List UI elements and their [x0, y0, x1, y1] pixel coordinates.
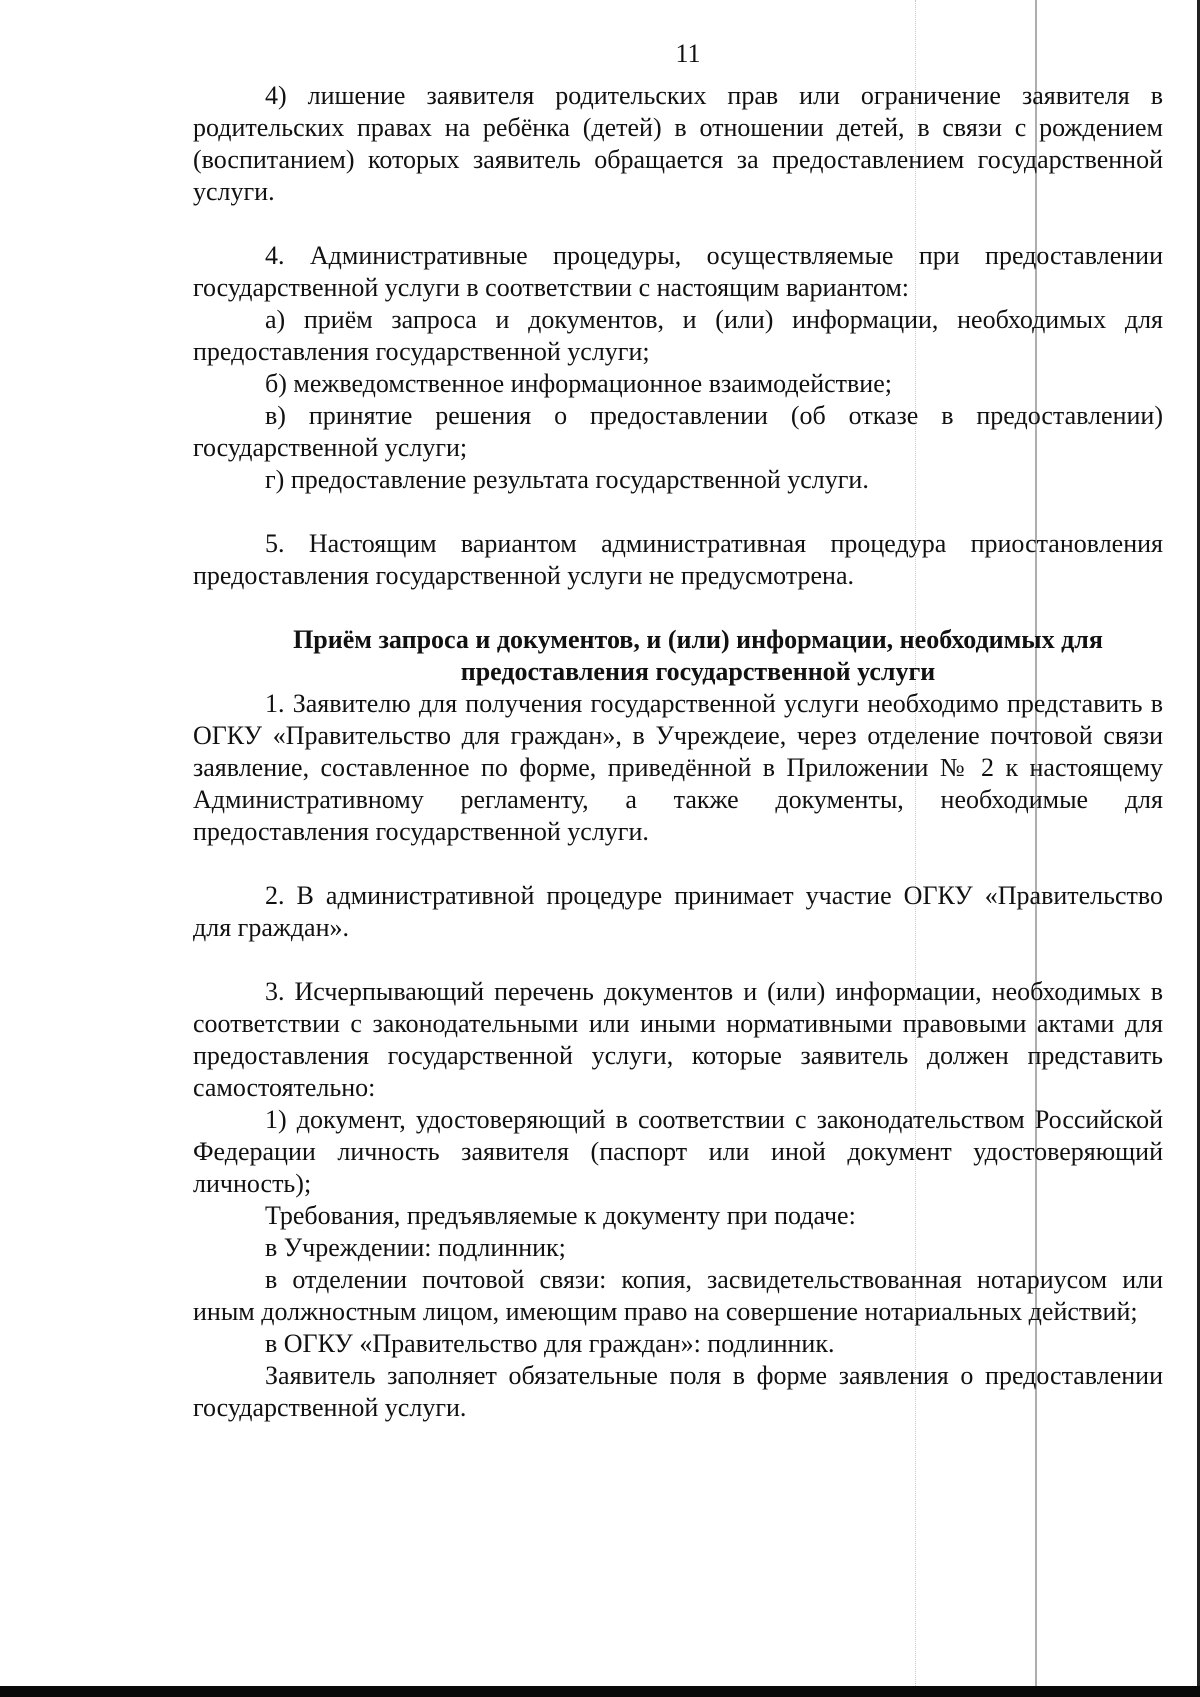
- paragraph: в отделении почтовой связи: копия, засвидетельствованная нотариусом или иным должностным лицом, имеющим право на совершение нотариальных действий;: [193, 1265, 1163, 1326]
- section-heading: Приём запроса и документов, и (или) информации, необходимых для предоставления государственной услуги: [293, 625, 1103, 686]
- list-item: б) межведомственное информационное взаимодействие;: [265, 369, 892, 398]
- page-number: 11: [675, 39, 701, 68]
- list-item: в) принятие решения о предоставлении (об отказе в предоставлении) государственной услуги;: [193, 401, 1163, 462]
- list-item: г) предоставление результата государственной услуги.: [265, 465, 869, 494]
- paragraph: 4) лишение заявителя родительских прав или ограничение заявителя в родительских правах на ребёнка (детей) в отношении детей, в связи с рождением (воспитанием) которых заявитель обращается за предоставлением государственной услуги.: [193, 81, 1163, 206]
- paragraph: в ОГКУ «Правительство для граждан»: подлинник.: [265, 1329, 835, 1358]
- page-content: [193, 38, 1163, 1424]
- paragraph-gap: [193, 848, 1163, 880]
- paragraph: Требования, предъявляемые к документу при подаче:: [265, 1201, 856, 1230]
- list-item: а) приём запроса и документов, и (или) информации, необходимых для предоставления государственной услуги;: [193, 305, 1163, 366]
- paragraph-gap: [193, 208, 1163, 240]
- scan-bottom-border: [0, 1686, 1200, 1697]
- paragraph-gap: [193, 496, 1163, 528]
- paragraph: 1. Заявителю для получения государственной услуги необходимо представить в ОГКУ «Правительство для граждан», в Учреждеие, через отделение почтовой связи заявление, составленное по форме, приведённой в Приложении № 2 к настоящему Административному регламенту, а также документы, необходимые для предоставления государственной услуги.: [193, 689, 1163, 846]
- list-item: 1) документ, удостоверяющий в соответствии с законодательством Российской Федерации личность заявителя (паспорт или иной документ удостоверяющий личность);: [193, 1105, 1163, 1198]
- paragraph: 2. В административной процедуре принимает участие ОГКУ «Правительство для граждан».: [193, 881, 1163, 942]
- paragraph: 3. Исчерпывающий перечень документов и (или) информации, необходимых в соответствии с законодательными или иными нормативными правовыми актами для предоставления государственной услуги, которые заявитель должен представить самостоятельно:: [193, 977, 1163, 1102]
- paragraph: 5. Настоящим вариантом административная процедура приостановления предоставления государственной услуги не предусмотрена.: [193, 529, 1163, 590]
- paragraph: 4. Административные процедуры, осуществляемые при предоставлении государственной услуги в соответствии с настоящим вариантом:: [193, 241, 1163, 302]
- paragraph: Заявитель заполняет обязательные поля в форме заявления о предоставлении государственной услуги.: [193, 1361, 1163, 1422]
- paragraph: в Учреждении: подлинник;: [265, 1233, 566, 1262]
- paragraph-gap: [193, 944, 1163, 976]
- paragraph-gap: [193, 592, 1163, 624]
